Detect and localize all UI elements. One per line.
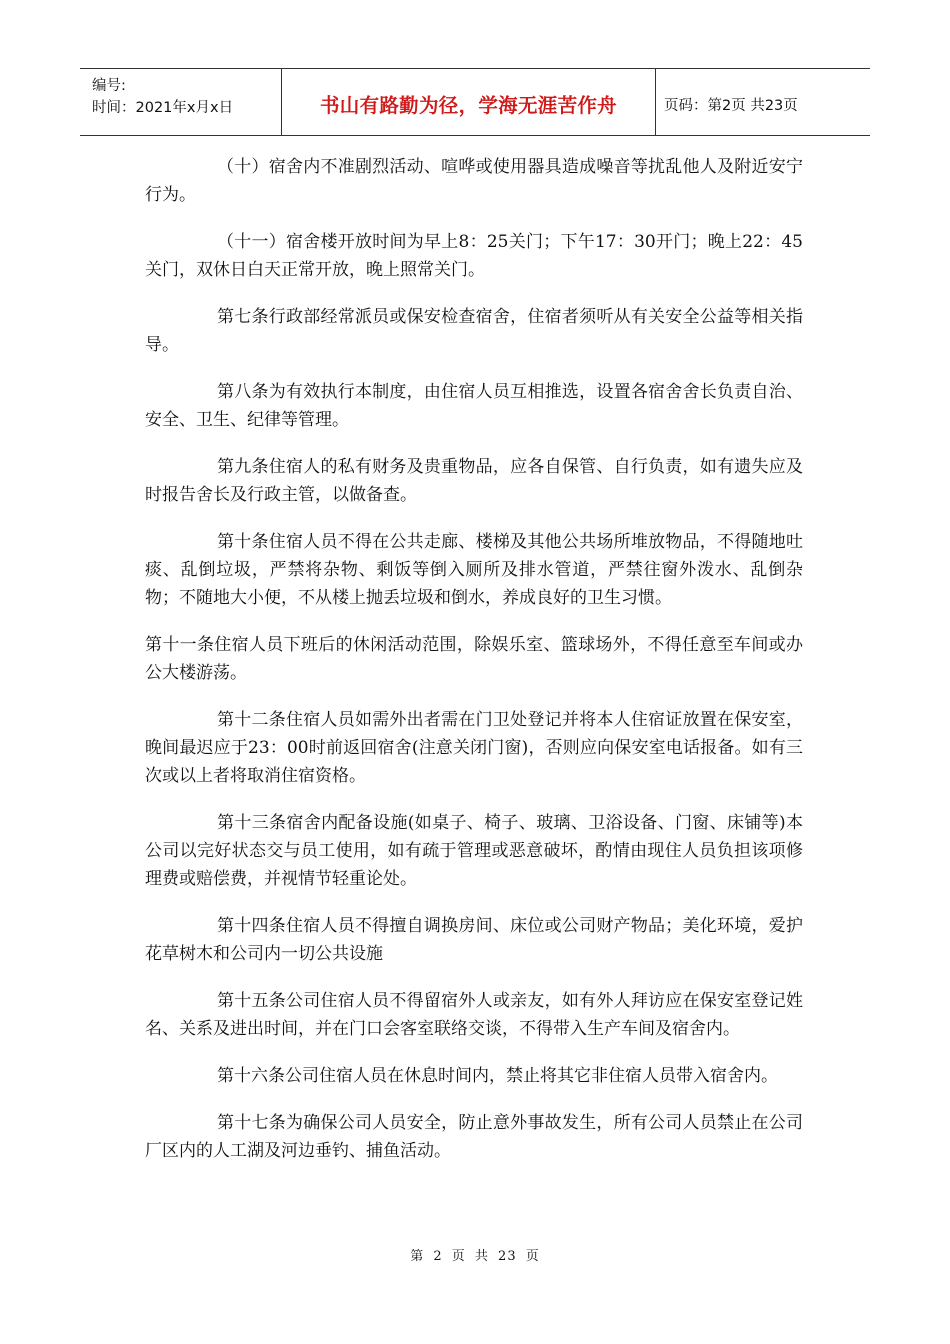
document-number-label: 编号: <box>92 78 126 94</box>
header-meta <box>80 69 282 135</box>
header-page-info <box>656 69 870 135</box>
paragraph-rule-10-noise: （十）宿舍内不准剧烈活动、喧哗或使用器具造成噪音等扰乱他人及附近安宁行为。 <box>145 157 803 205</box>
document-time: 时间：2021年x月x日 <box>92 100 234 116</box>
paragraph-article-16: 第十六条公司住宿人员在休息时间内，禁止将其它非住宿人员带入宿舍内。 <box>217 1066 778 1086</box>
paragraph-article-12: 第十二条住宿人员如需外出者需在门卫处登记并将本人住宿证放置在保安室，晚间最迟应于23：00时前返回宿舍(注意关闭门窗)，否则应向保安室电话报备。如有三次或以上者将取消住宿资格。 <box>145 710 803 786</box>
page-info-text: 页码：第2页 共23页 <box>664 97 798 114</box>
paragraph-article-9: 第九条住宿人的私有财务及贵重物品，应各自保管、自行负责，如有遗失应及时报告舍长及行政主管，以做备查。 <box>145 457 803 505</box>
paragraph-rule-11-hours: （十一）宿舍楼开放时间为早上8：25关门；下午17：30开门；晚上22：45关门，双休日白天正常开放，晚上照常关门。 <box>145 232 803 280</box>
header-motto: 书山有路勤为径，学海无涯苦作舟 <box>319 94 617 117</box>
paragraph-article-10: 第十条住宿人员不得在公共走廊、楼梯及其他公共场所堆放物品，不得随地吐痰、乱倒垃圾，严禁将杂物、剩饭等倒入厕所及排水管道，严禁往窗外泼水、乱倒杂物；不随地大小便，不从楼上抛丢垃圾和倒水，养成良好的卫生习惯。 <box>145 532 803 608</box>
paragraph-article-17: 第十七条为确保公司人员安全，防止意外事故发生，所有公司人员禁止在公司厂区内的人工湖及河边垂钓、捕鱼活动。 <box>145 1113 803 1161</box>
paragraph-article-14: 第十四条住宿人员不得擅自调换房间、床位或公司财产物品；美化环境，爱护花草树木和公司内一切公共设施 <box>145 916 803 964</box>
header-motto-cell <box>282 69 656 135</box>
page-header <box>80 68 870 136</box>
paragraph-article-11: 第十一条住宿人员下班后的休闲活动范围，除娱乐室、篮球场外，不得任意至车间或办公大楼游荡。 <box>145 635 803 683</box>
footer-page-number: 第 2 页 共 23 页 <box>410 1249 540 1264</box>
paragraph-article-13: 第十三条宿舍内配备设施(如桌子、椅子、玻璃、卫浴设备、门窗、床铺等)本公司以完好状态交与员工使用，如有疏于管理或恶意破坏，酌情由现住人员负担该项修理费或赔偿费，并视情节轻重论处。 <box>145 813 803 889</box>
page-footer <box>0 1245 950 1264</box>
paragraph-article-7: 第七条行政部经常派员或保安检查宿舍，住宿者须听从有关安全公益等相关指导。 <box>145 307 803 355</box>
paragraph-article-15: 第十五条公司住宿人员不得留宿外人或亲友，如有外人拜访应在保安室登记姓名、关系及进出时间，并在门口会客室联络交谈，不得带入生产车间及宿舍内。 <box>145 991 803 1039</box>
document-body <box>145 153 803 1184</box>
paragraph-article-8: 第八条为有效执行本制度，由住宿人员互相推选，设置各宿舍舍长负责自治、安全、卫生、纪律等管理。 <box>145 382 803 430</box>
